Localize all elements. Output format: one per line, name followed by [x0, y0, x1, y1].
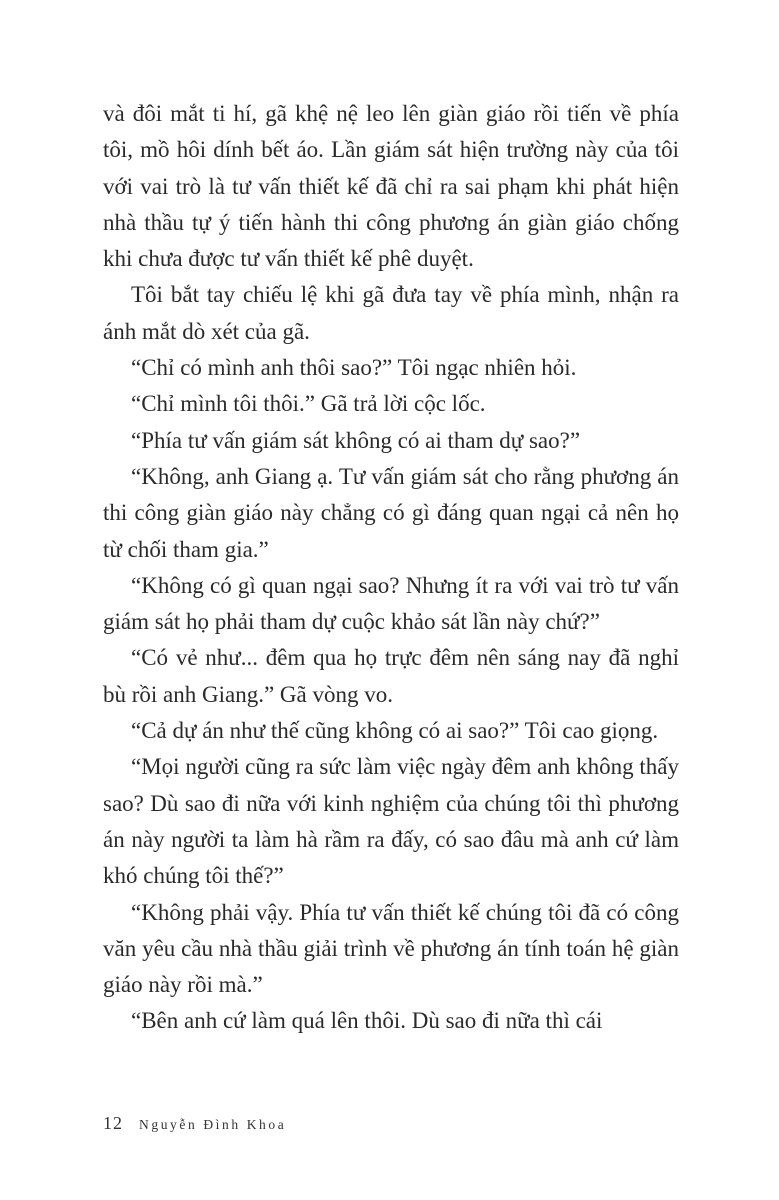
dialogue-paragraph: “Cả dự án như thế cũng không có ai sao?” Tôi cao giọng.: [131, 718, 659, 744]
dialogue-paragraph: “Không có gì quan ngại sao? Nhưng ít ra với vai trò tư vấn giám sát họ phải tham dự cuộc khảo sát lần này chứ?”: [103, 572, 679, 635]
body-text: [103, 96, 679, 1040]
page-footer: [103, 1113, 286, 1134]
dialogue-paragraph: “Không phải vậy. Phía tư vấn thiết kế chúng tôi đã có công văn yêu cầu nhà thầu giải trình về phương án tính toán hệ giàn giáo này rồi mà.”: [103, 899, 679, 998]
author-name: Nguyễn Đình Khoa: [139, 1117, 287, 1132]
paragraph: Tôi bắt tay chiếu lệ khi gã đưa tay về phía mình, nhận ra ánh mắt dò xét của gã.: [103, 282, 679, 344]
dialogue-paragraph: “Bên anh cứ làm quá lên thôi. Dù sao đi nữa thì cái: [131, 1008, 603, 1034]
paragraph-continuation: và đôi mắt ti hí, gã khệ nệ leo lên giàn giáo rồi tiến về phía tôi, mồ hôi dính bết áo. Lần giám sát hiện trường này của tôi với vai trò là tư vấn thiết kế đã chỉ ra sai phạm khi phát hiện nhà thầu tự ý tiến hành thi công phương án giàn giáo chống khi chưa được tư vấn thiết kế phê duyệt.: [103, 101, 679, 272]
dialogue-paragraph: “Chỉ mình tôi thôi.” Gã trả lời cộc lốc.: [131, 391, 486, 417]
dialogue-paragraph: “Phía tư vấn giám sát không có ai tham dự sao?”: [131, 427, 581, 453]
page-number: 12: [103, 1113, 123, 1133]
dialogue-paragraph: “Chỉ có mình anh thôi sao?” Tôi ngạc nhiên hỏi.: [131, 355, 577, 381]
dialogue-paragraph: “Mọi người cũng ra sức làm việc ngày đêm anh không thấy sao? Dù sao đi nữa với kinh nghiệm của chúng tôi thì phương án này người ta làm hà rầm ra đấy, có sao đâu mà anh cứ làm khó chúng tôi thế?”: [103, 754, 679, 889]
dialogue-paragraph: “Có vẻ như... đêm qua họ trực đêm nên sáng nay đã nghỉ bù rồi anh Giang.” Gã vòng vo.: [103, 645, 679, 707]
dialogue-paragraph: “Không, anh Giang ạ. Tư vấn giám sát cho rằng phương án thi công giàn giáo này chẳng có gì đáng quan ngại cả nên họ từ chối tham gia.”: [103, 463, 679, 562]
